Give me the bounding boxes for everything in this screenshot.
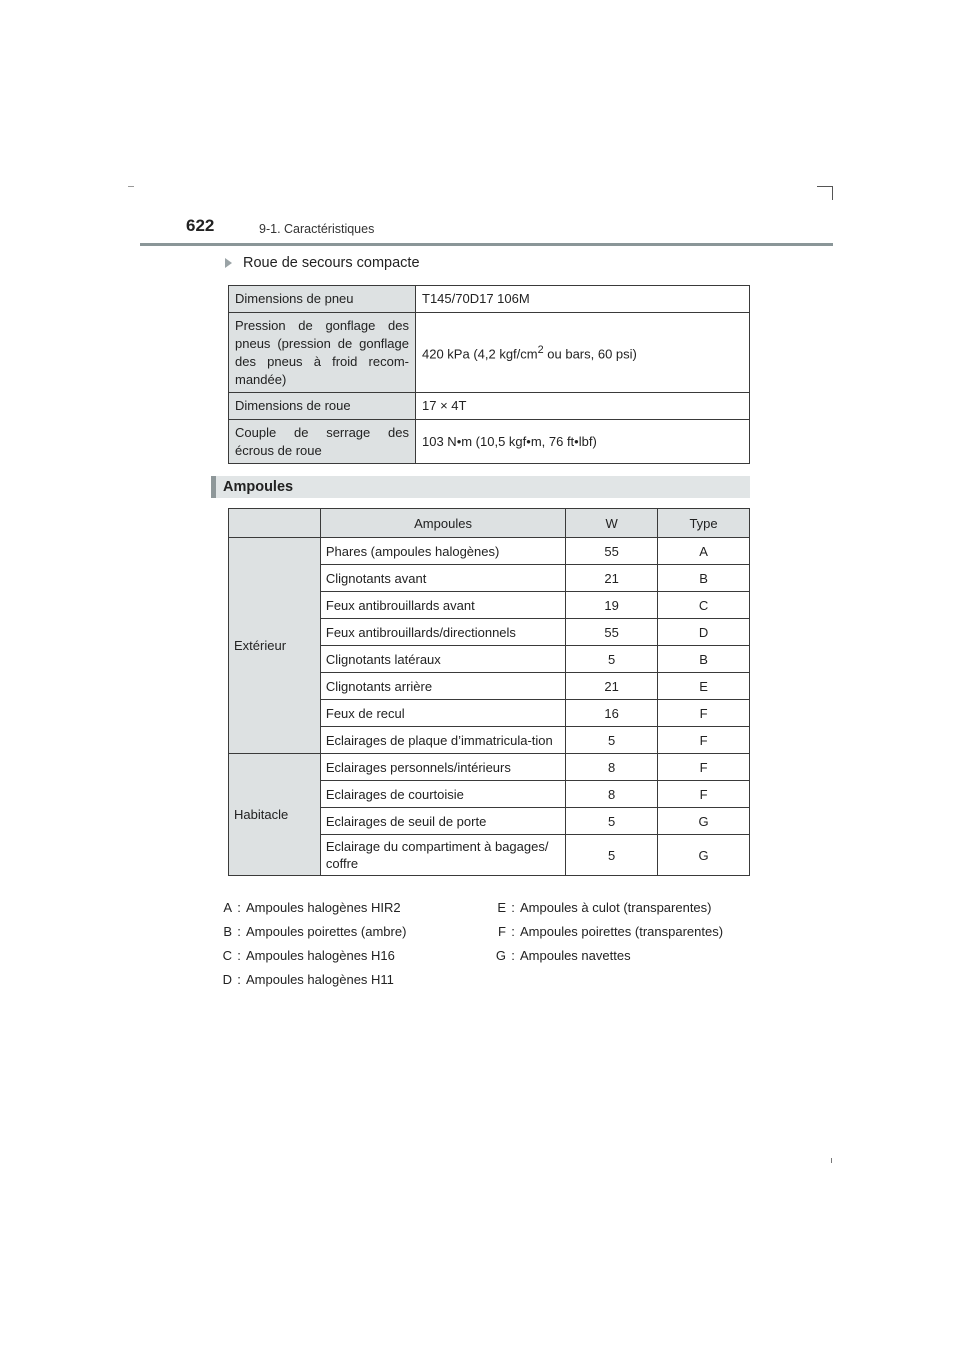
spec-value <box>416 313 750 393</box>
group-label: Habitacle <box>229 754 321 876</box>
bulb-type: B <box>658 565 750 592</box>
header-rule <box>140 243 833 246</box>
bulb-watts: 5 <box>566 835 658 876</box>
legend-text: Ampoules poirettes (transparentes) <box>520 924 724 939</box>
triangle-bullet-icon <box>225 258 232 268</box>
bulb-type: G <box>658 808 750 835</box>
bulb-name: Eclairages de seuil de porte <box>320 808 565 835</box>
bulb-watts: 8 <box>566 781 658 808</box>
legend-item: E : Ampoules à culot (transparentes) <box>484 900 711 915</box>
legend-key: D <box>222 972 232 987</box>
bulb-watts: 5 <box>566 808 658 835</box>
bulb-watts: 5 <box>566 727 658 754</box>
header-bulbs: Ampoules <box>320 509 565 538</box>
legend-key: A <box>223 900 232 915</box>
bulb-name: Eclairages personnels/intérieurs <box>320 754 565 781</box>
bulbs-table <box>228 508 750 876</box>
bulb-name: Eclairages de plaque d’immatricula-tion <box>320 727 565 754</box>
bulb-type: F <box>658 754 750 781</box>
legend-key: E <box>497 900 506 915</box>
crop-mark-top-right-vertical <box>832 186 833 200</box>
bulb-type: B <box>658 646 750 673</box>
bulb-watts: 19 <box>566 592 658 619</box>
bulb-watts: 8 <box>566 754 658 781</box>
legend-text: Ampoules halogènes HIR2 <box>246 900 401 915</box>
legend-item: G : Ampoules navettes <box>484 948 631 963</box>
bulb-name: Phares (ampoules halogènes) <box>320 538 565 565</box>
bulb-type: A <box>658 538 750 565</box>
bulbs-section-bar <box>211 476 750 498</box>
header-type: Type <box>658 509 750 538</box>
bulb-type: G <box>658 835 750 876</box>
bulbs-section-title: Ampoules <box>223 479 294 495</box>
spec-label: Couple de serrage des écrous de roue <box>229 420 416 464</box>
spec-value: 17 × 4T <box>416 393 750 420</box>
bulb-name: Eclairages de courtoisie <box>320 781 565 808</box>
subsection-heading <box>225 255 420 271</box>
section-title: 9-1. Caractéristiques <box>259 222 375 236</box>
legend-text: Ampoules à culot (transparentes) <box>520 900 712 915</box>
legend-item: D : Ampoules halogènes H11 <box>210 972 394 987</box>
bulb-name: Feux antibrouillards/directionnels <box>320 619 565 646</box>
subsection-title: Roue de secours compacte <box>243 255 420 271</box>
table-row <box>229 538 750 565</box>
spec-label: Dimensions de roue <box>229 393 416 420</box>
bulb-name: Clignotants latéraux <box>320 646 565 673</box>
bulb-name: Feux antibrouillards avant <box>320 592 565 619</box>
bulb-type: F <box>658 781 750 808</box>
bulb-type: E <box>658 673 750 700</box>
legend-key: B <box>223 924 232 939</box>
section-accent <box>211 476 216 498</box>
bulb-name: Eclairage du compartiment à bagages/ coffre <box>320 835 565 876</box>
legend-item: C : Ampoules halogènes H16 <box>210 948 395 963</box>
spec-label: Pression de gonflage des pneus (pression de gonflage des pneus à froid recom-mandée) <box>229 313 416 393</box>
spare-wheel-spec-table <box>228 285 750 464</box>
legend-key: C <box>222 948 232 963</box>
legend-item: A : Ampoules halogènes HIR2 <box>210 900 401 915</box>
legend-item: B : Ampoules poirettes (ambre) <box>210 924 406 939</box>
spec-row <box>229 286 750 313</box>
spec-label: Dimensions de pneu <box>229 286 416 313</box>
spec-value-superscript: 2 <box>537 344 544 357</box>
page-number: 622 <box>186 216 215 235</box>
crop-mark-top-right <box>817 186 833 187</box>
bulb-name: Clignotants avant <box>320 565 565 592</box>
group-label: Extérieur <box>229 538 321 754</box>
legend-text: Ampoules navettes <box>520 948 631 963</box>
bulbs-table-header <box>229 509 750 538</box>
legend-text: Ampoules halogènes H16 <box>246 948 395 963</box>
bulb-type: F <box>658 700 750 727</box>
spec-row <box>229 393 750 420</box>
bulb-name: Feux de recul <box>320 700 565 727</box>
legend-text: Ampoules poirettes (ambre) <box>246 924 407 939</box>
bulb-name: Clignotants arrière <box>320 673 565 700</box>
bulb-watts: 55 <box>566 619 658 646</box>
legend-text: Ampoules halogènes H11 <box>246 972 394 987</box>
table-row <box>229 754 750 781</box>
bulb-type: F <box>658 727 750 754</box>
bulb-type: D <box>658 619 750 646</box>
bulb-watts: 55 <box>566 538 658 565</box>
crop-mark-top-left <box>128 186 134 187</box>
header-watts: W <box>566 509 658 538</box>
legend-item: F : Ampoules poirettes (transparentes) <box>484 924 723 939</box>
bulb-watts: 21 <box>566 673 658 700</box>
crop-mark-bottom-right <box>831 1158 832 1163</box>
spec-value: 103 N•m (10,5 kgf•m, 76 ft•lbf) <box>416 420 750 464</box>
legend-key: F <box>498 924 506 939</box>
spec-value-tail: ou bars, 60 psi) <box>543 346 637 362</box>
spec-value-main: 420 kPa (4,2 kgf/cm <box>422 346 538 362</box>
bulb-type: C <box>658 592 750 619</box>
spec-value: T145/70D17 106M <box>416 286 750 313</box>
bulb-watts: 16 <box>566 700 658 727</box>
bulb-watts: 21 <box>566 565 658 592</box>
legend-key: G <box>495 948 506 963</box>
header-empty <box>229 509 321 538</box>
spec-row <box>229 420 750 464</box>
bulb-watts: 5 <box>566 646 658 673</box>
spec-row <box>229 313 750 393</box>
